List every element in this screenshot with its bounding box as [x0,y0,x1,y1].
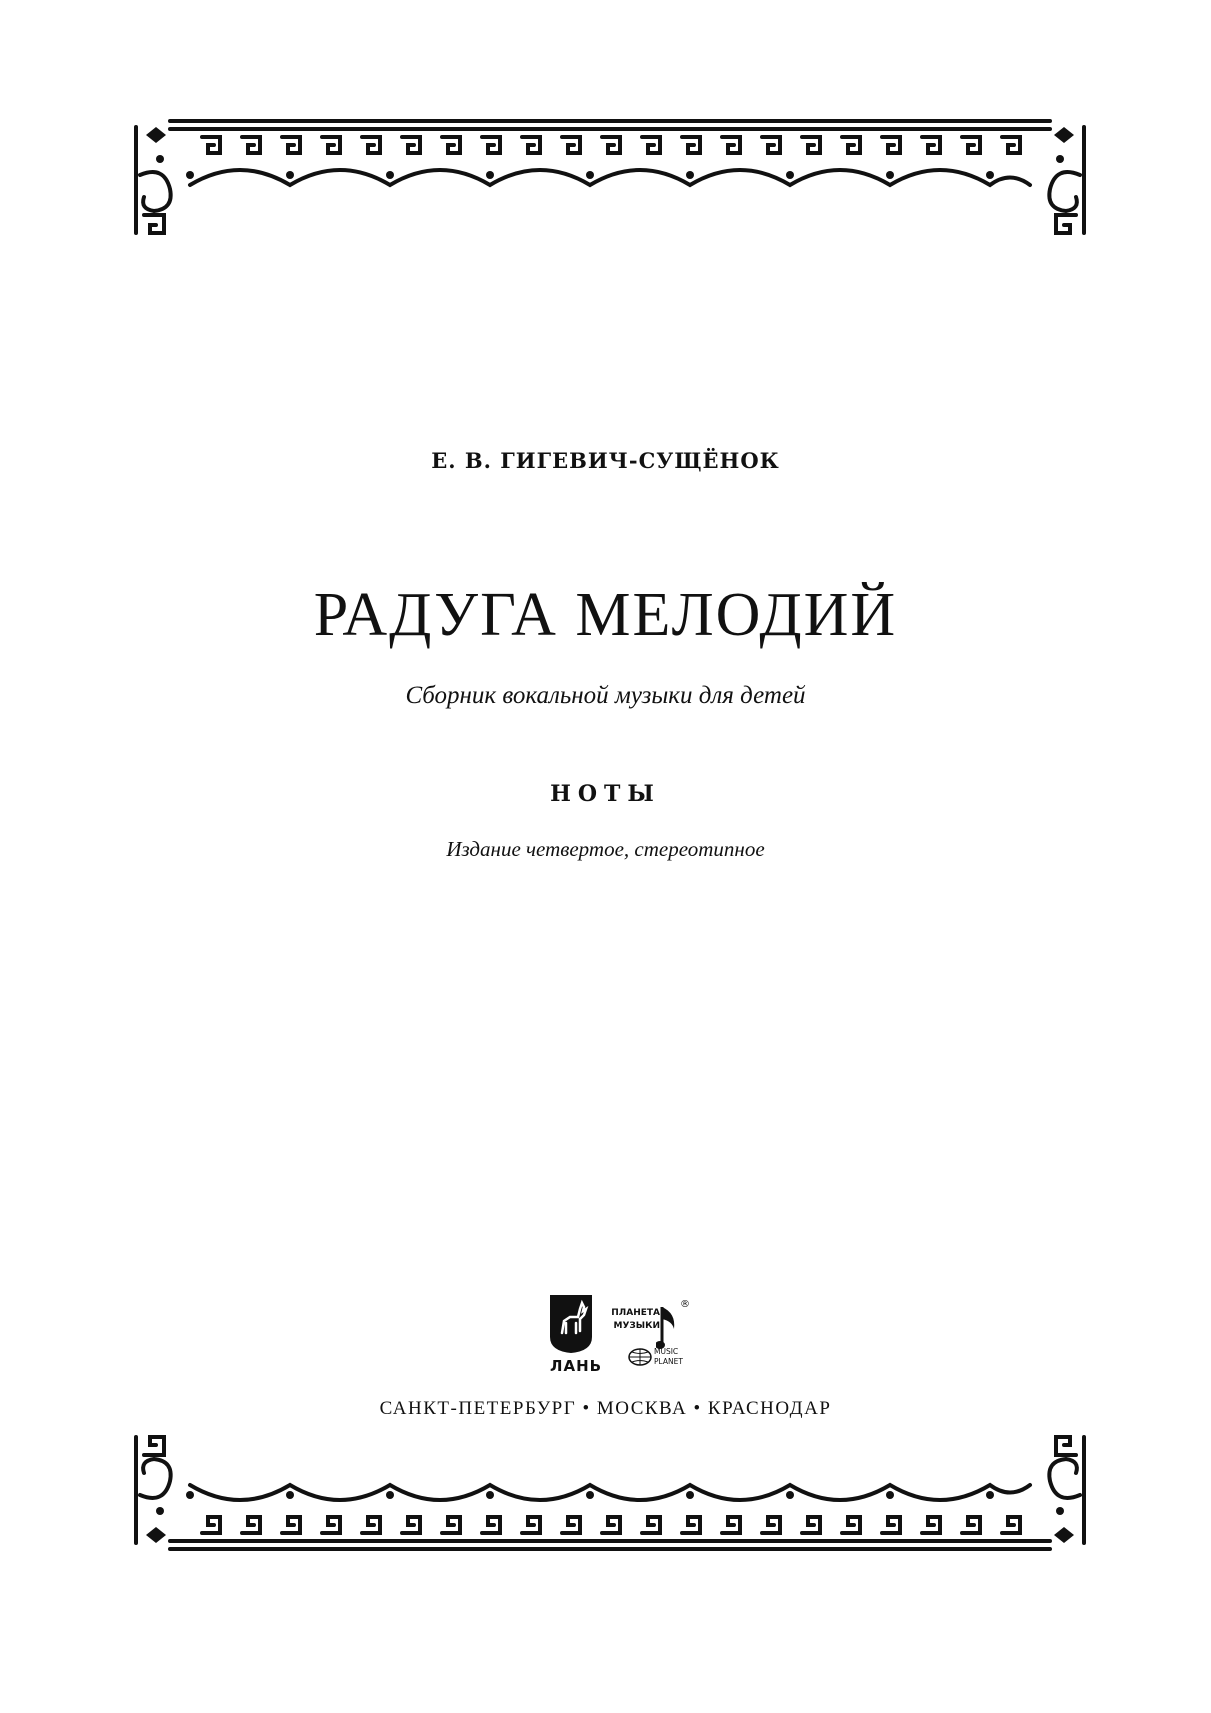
registered-trademark-icon: ® [680,1299,690,1310]
publisher-logo [548,1293,708,1385]
planeta-line2: МУЗЫКИ [613,1321,660,1331]
deer-emblem-icon [548,1293,594,1355]
planeta-muzyki-label [600,1307,660,1333]
top-ornament-border [130,115,1090,265]
music-planet-label [654,1347,683,1367]
book-title: РАДУГА МЕЛОДИЙ [313,581,898,649]
music-line2: PLANET [654,1357,683,1366]
genre-label: НОТЫ [550,781,661,807]
lan-label: ЛАНЬ [550,1357,603,1375]
top-ornament-svg [130,115,1090,265]
book-subtitle: Сборник вокальной музыки для детей [405,682,806,709]
planeta-line1: ПЛАНЕТА [611,1308,660,1318]
publisher-cities: САНКТ-ПЕТЕРБУРГ • МОСКВА • КРАСНОДАР [379,1398,832,1419]
bottom-ornament-svg [130,1405,1090,1555]
music-line1: MUSIC [654,1347,679,1356]
music-note-icon [656,1303,682,1353]
edition-note: Издание четвертое, стереотипное [446,837,765,861]
author-name: Е. В. ГИГЕВИЧ-СУЩЁНОК [431,448,780,473]
globe-icon [628,1347,652,1367]
bottom-ornament-border [130,1405,1090,1555]
